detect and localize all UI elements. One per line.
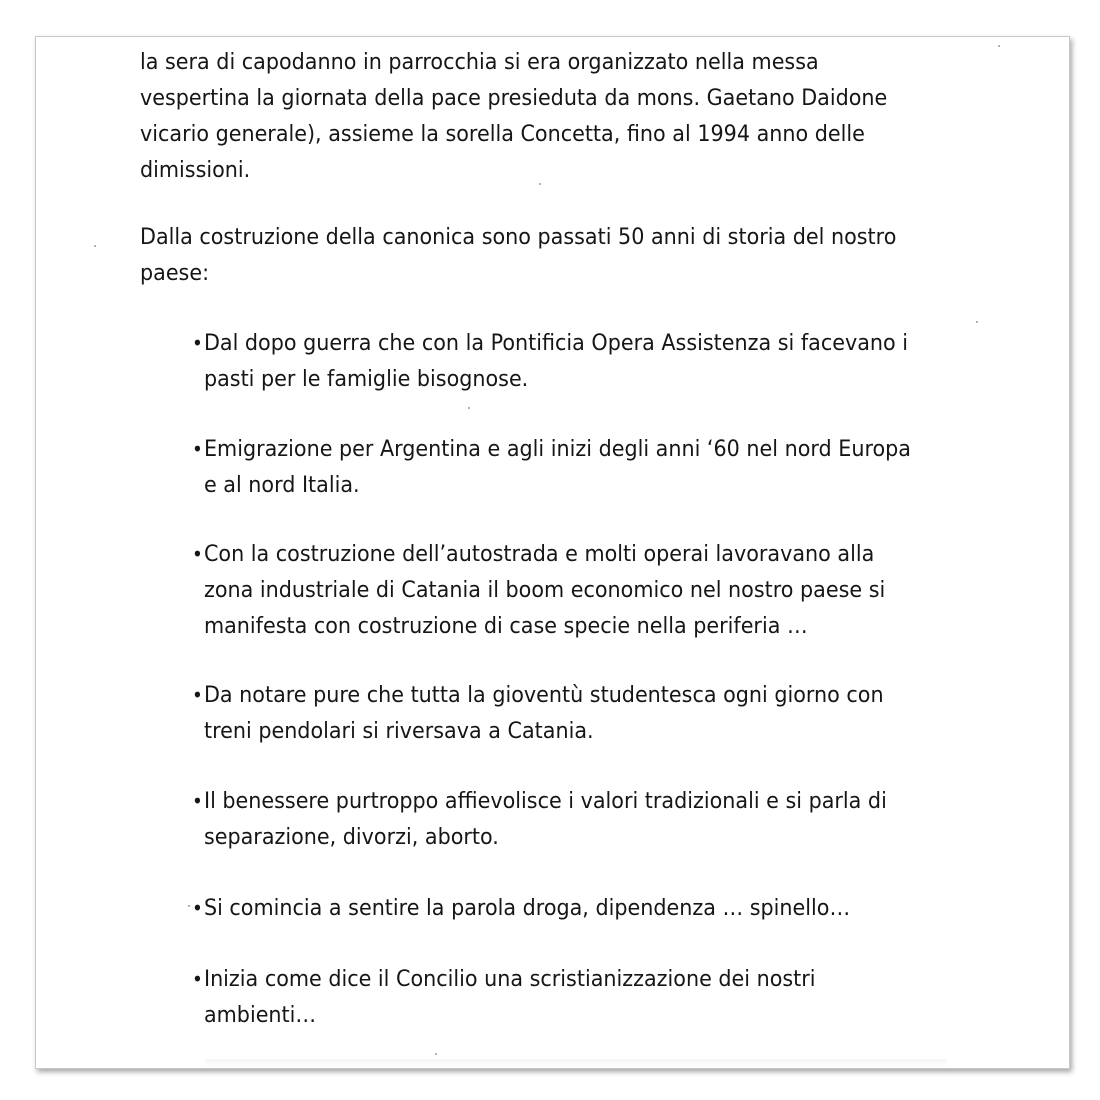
bullet-text: Il benessere purtroppo affievolisce i valori tradizionali e si parla di	[203, 788, 887, 814]
bullet-text: Si comincia a sentire la parola droga, dipendenza … spinello…	[203, 895, 851, 921]
bullet-line	[192, 961, 816, 997]
bullet-marker: •	[192, 542, 203, 566]
intro-line: vicario generale), assieme la sorella Concetta, fino al 1994 anno delle	[140, 121, 865, 147]
intro-line: dimissioni.	[140, 157, 251, 183]
scan-speck	[976, 321, 978, 323]
bullet-marker: •	[192, 683, 203, 707]
bullet-marker: •	[192, 967, 203, 991]
bullet-line: separazione, divorzi, aborto.	[203, 824, 499, 850]
bullet-item	[192, 677, 884, 749]
scan-speck	[435, 1053, 437, 1055]
bullet-line: e al nord Italia.	[203, 472, 360, 498]
bullet-line	[192, 677, 884, 713]
scan-speck	[468, 407, 470, 409]
intro-paragraph	[140, 44, 887, 188]
bullet-item	[192, 961, 816, 1033]
bullet-line: treni pendolari si riversava a Catania.	[203, 718, 594, 744]
bullet-item	[192, 783, 887, 855]
bullet-line: pasti per le famiglie bisognose.	[203, 366, 529, 392]
intro-line: vespertina la giornata della pace presieduta da mons. Gaetano Daidone	[140, 85, 888, 111]
bullet-text: Da notare pure che tutta la gioventù studentesca ogni giorno con	[203, 682, 884, 708]
bullet-item	[192, 890, 850, 926]
bullet-line	[192, 325, 908, 361]
bullet-line: zona industriale di Catania il boom economico nel nostro paese si	[203, 577, 886, 603]
scan-speck	[998, 45, 1000, 47]
bullet-text: Dal dopo guerra che con la Pontificia Opera Assistenza si facevano i	[203, 330, 909, 356]
history-line: Dalla costruzione della canonica sono passati 50 anni di storia del nostro	[140, 224, 897, 250]
bullet-line	[192, 783, 887, 819]
scan-speck	[539, 183, 541, 185]
bullet-marker: •	[192, 896, 203, 920]
history-line: paese:	[140, 260, 210, 286]
bullet-item	[192, 431, 911, 503]
bullet-item	[192, 536, 885, 644]
scan-speck	[188, 905, 190, 907]
history-paragraph	[140, 219, 896, 291]
bullet-line: ambienti…	[203, 1002, 317, 1028]
scanned-page	[35, 36, 1070, 1069]
bullet-marker: •	[192, 331, 203, 355]
bullet-text: Emigrazione per Argentina e agli inizi degli anni ‘60 nel nord Europa	[203, 436, 911, 462]
bullet-text: Con la costruzione dell’autostrada e molti operai lavoravano alla	[203, 541, 875, 567]
bullet-marker: •	[192, 437, 203, 461]
bullet-text: Inizia come dice il Concilio una scristianizzazione dei nostri	[203, 966, 816, 992]
scan-shadow	[206, 1059, 946, 1067]
bullet-line: manifesta con costruzione di case specie nella periferia …	[203, 613, 808, 639]
bullet-line	[192, 431, 911, 467]
bullet-line	[192, 890, 850, 926]
intro-line: la sera di capodanno in parrocchia si era organizzato nella messa	[140, 49, 819, 75]
scan-speck	[94, 245, 96, 247]
bullet-marker: •	[192, 789, 203, 813]
bullet-item	[192, 325, 908, 397]
bullet-line	[192, 536, 885, 572]
